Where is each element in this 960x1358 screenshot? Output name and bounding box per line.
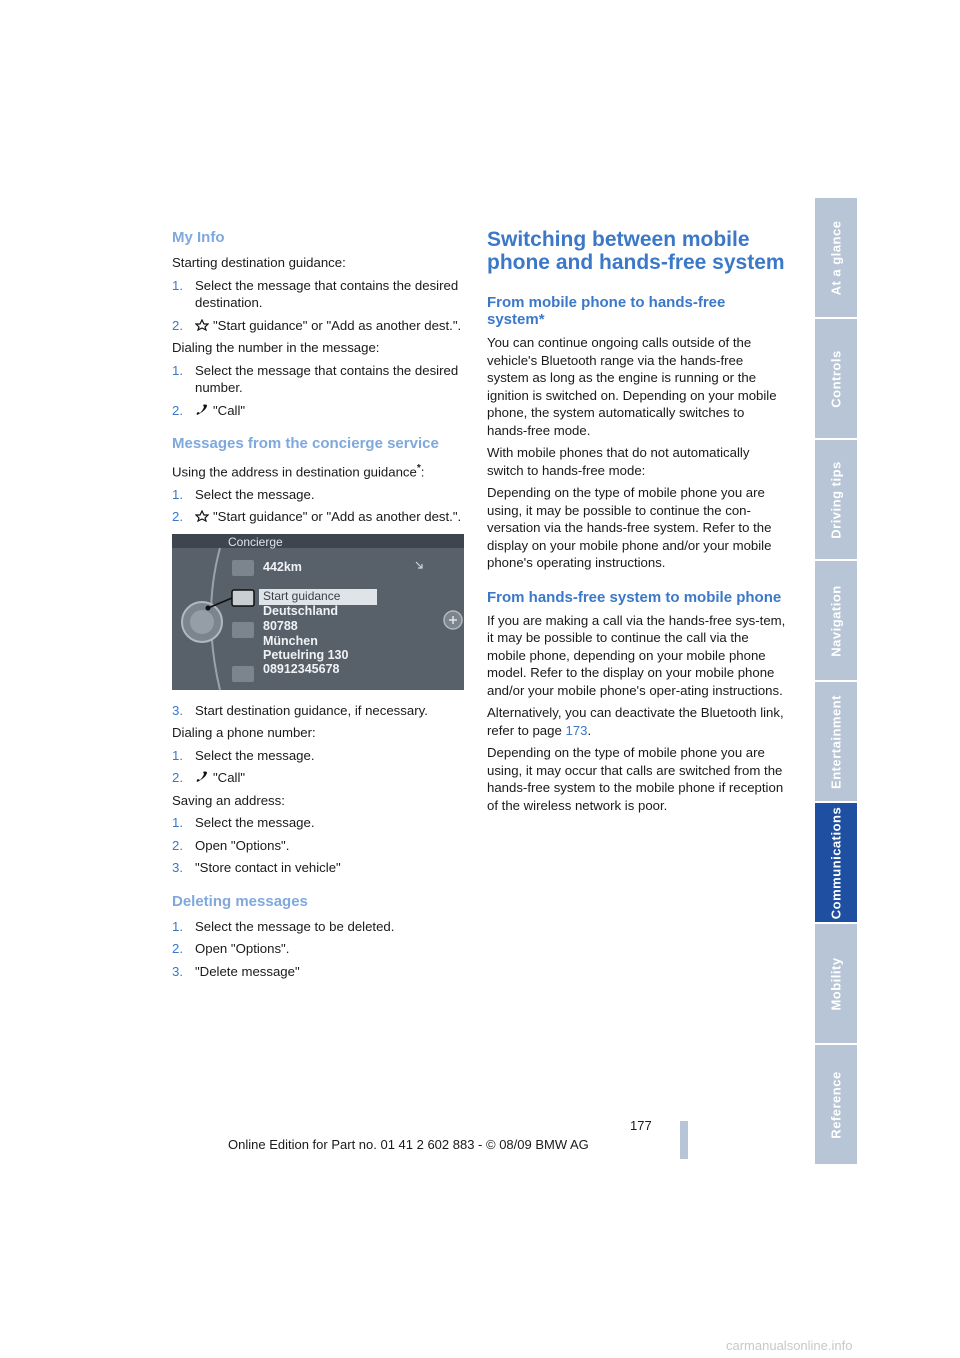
- heading-deleting: Deleting messages: [172, 892, 308, 910]
- screen-menu-highlight: Start guidance: [259, 589, 377, 605]
- concierge-intro: Using the address in destination guidance*:: [172, 463, 425, 480]
- list-item: 2. Open "Options".: [172, 837, 290, 853]
- list-item: 1. Select the message.: [172, 815, 315, 831]
- screen-title: Concierge: [228, 534, 283, 549]
- watermark: carmanualsonline.info: [726, 1338, 853, 1353]
- list-item: 1. Select the message.: [172, 747, 315, 763]
- heading-handsfree-to-mobile: From hands-free system to mobile phone: [487, 588, 782, 606]
- list-item: 2. "Start guidance" or "Add as another dest.".: [172, 509, 462, 525]
- tab-mobility[interactable]: Mobility: [815, 924, 857, 1043]
- list-item: 3. Start destination guidance, if necessary.: [172, 702, 428, 718]
- screen-line: Deutschland: [263, 603, 339, 618]
- myinfo-intro: Starting destination guidance:: [172, 255, 346, 270]
- tab-controls[interactable]: Controls: [815, 319, 857, 438]
- list-item: 3. "Delete message": [172, 963, 300, 979]
- list-item: 2. Open "Options".: [172, 941, 290, 957]
- tab-communications[interactable]: Communications: [815, 803, 857, 922]
- concierge-screen: [172, 534, 464, 690]
- phone-icon: [195, 771, 209, 783]
- myinfo-dial-intro: Dialing the number in the message:: [172, 340, 380, 355]
- concierge-save-intro: Saving an address:: [172, 792, 285, 808]
- screen-line: München: [263, 633, 318, 648]
- list-item: 2. "Call": [172, 402, 246, 418]
- page-title: Switching between mobile phone and hands-free system: [487, 228, 785, 274]
- heading-concierge: Messages from the concierge service: [172, 435, 439, 452]
- paragraph: Depending on the type of mobile phone you are using, it may occur that calls are switched from the hands-free system to the mobile phone if reception of the wireless network is poor.: [487, 745, 784, 813]
- chapter-tabs: [815, 198, 857, 1166]
- list-item: 1. Select the message that contains the desired destination.: [172, 277, 459, 310]
- navigation-icon: [195, 319, 209, 331]
- paragraph: You can continue ongoing calls outside of the vehicle's Bluetooth range via the hands-free system as long as the engine is running or the ignition is switched on. Depending on your mobile phone, the system automatically switches to hands-free mode.: [487, 335, 777, 438]
- phone-icon: [195, 404, 209, 416]
- list-item: 2. "Call": [172, 770, 246, 786]
- tab-entertainment[interactable]: Entertainment: [815, 682, 857, 801]
- tab-at-a-glance[interactable]: At a glance: [815, 198, 857, 317]
- paragraph: If you are making a call via the hands-free sys-tem, it may be possible to continue the call via the mobile phone, depending on your mobile phone model. Refer to the display on your mobile phone and/or your mobile phone's oper-ating instructions.: [487, 612, 786, 698]
- list-item: 2. "Start guidance" or "Add as another dest.".: [172, 317, 462, 333]
- list-item: 1. Select the message to be deleted.: [172, 918, 395, 934]
- right-column: [487, 228, 787, 819]
- concierge-dial-intro: Dialing a phone number:: [172, 725, 316, 741]
- screen-line: 80788: [263, 618, 298, 633]
- page-marker: [680, 1121, 688, 1159]
- paragraph: Depending on the type of mobile phone you are using, it may be possible to continue the con-versation via the hands-free system. Refer to the display on your mobile phone and/or your mobile phone's operating instructions.: [487, 485, 772, 570]
- left-column: [172, 228, 468, 985]
- page-number: 177: [630, 1118, 652, 1133]
- footer-text: Online Edition for Part no. 01 41 2 602 883 - © 08/09 BMW AG: [228, 1137, 589, 1152]
- screen-distance: 442km: [263, 559, 302, 574]
- screen-line: Petuelring 130: [263, 647, 349, 662]
- list-item: 3. "Store contact in vehicle": [172, 860, 341, 876]
- tab-driving-tips[interactable]: Driving tips: [815, 440, 857, 559]
- navigation-icon: [195, 510, 209, 522]
- heading-my-info: My Info: [172, 229, 225, 246]
- list-item: 1. Select the message that contains the desired number.: [172, 362, 459, 395]
- screen-line: 08912345678: [263, 661, 340, 676]
- paragraph: Alternatively, you can deactivate the Bluetooth link, refer to page 173.: [487, 705, 784, 738]
- heading-mobile-to-handsfree: From mobile phone to hands-free system*: [487, 294, 726, 328]
- page-link[interactable]: 173: [565, 722, 588, 738]
- tab-navigation[interactable]: Navigation: [815, 561, 857, 680]
- tab-reference[interactable]: Reference: [815, 1045, 857, 1164]
- paragraph: With mobile phones that do not automatically switch to hands-free mode:: [487, 445, 750, 478]
- list-item: 1. Select the message.: [172, 486, 315, 502]
